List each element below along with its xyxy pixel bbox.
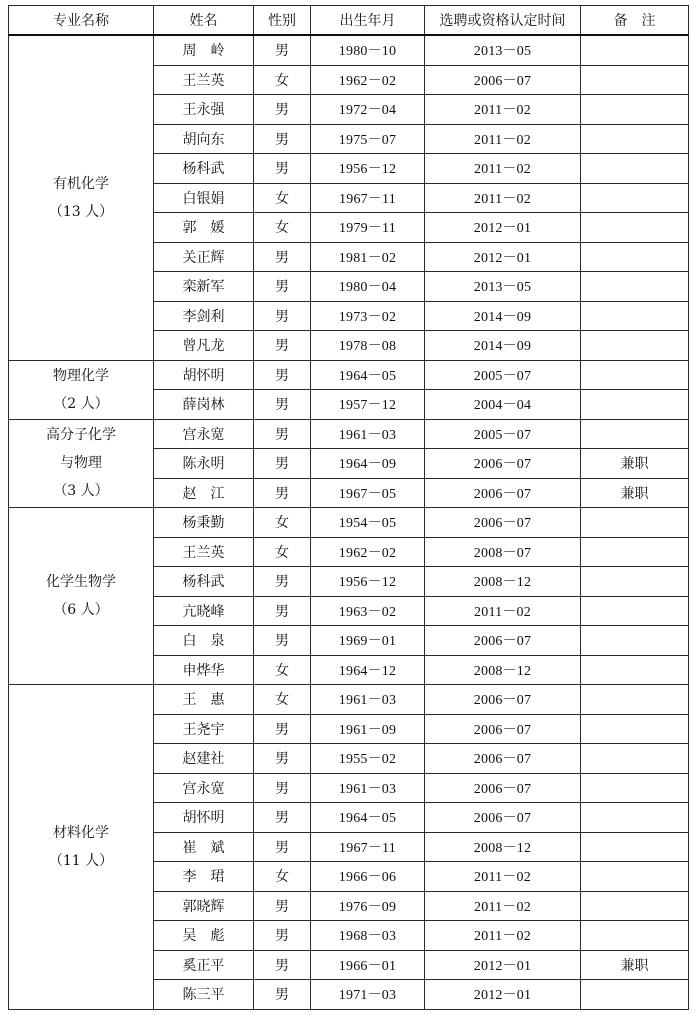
note-cell: 兼职 bbox=[581, 449, 689, 479]
birth-cell: 1966－01 bbox=[311, 950, 425, 980]
name-cell: 王兰英 bbox=[154, 537, 254, 567]
major-label-line: 与物理 bbox=[60, 455, 102, 472]
birth-cell: 1972－04 bbox=[311, 95, 425, 125]
gender-cell: 男 bbox=[254, 242, 311, 272]
gender-cell: 男 bbox=[254, 626, 311, 656]
birth-cell: 1961－03 bbox=[311, 685, 425, 715]
name-cell: 胡向东 bbox=[154, 124, 254, 154]
name-cell: 奚正平 bbox=[154, 950, 254, 980]
name-cell: 申烨华 bbox=[154, 655, 254, 685]
name-cell: 白银娟 bbox=[154, 183, 254, 213]
major-cell bbox=[9, 419, 154, 508]
gender-cell: 女 bbox=[254, 183, 311, 213]
appointed-cell: 2012－01 bbox=[425, 213, 581, 243]
gender-cell: 男 bbox=[254, 567, 311, 597]
birth-cell: 1973－02 bbox=[311, 301, 425, 331]
name-cell: 李 珺 bbox=[154, 862, 254, 892]
name-cell: 杨秉勤 bbox=[154, 508, 254, 538]
appointed-cell: 2011－02 bbox=[425, 154, 581, 184]
birth-cell: 1964－05 bbox=[311, 360, 425, 390]
birth-cell: 1969－01 bbox=[311, 626, 425, 656]
major-label-line: 化学生物学 bbox=[46, 574, 116, 590]
birth-cell: 1967－05 bbox=[311, 478, 425, 508]
name-cell: 吴 彪 bbox=[154, 921, 254, 951]
name-cell: 白 泉 bbox=[154, 626, 254, 656]
name-cell: 曾凡龙 bbox=[154, 331, 254, 361]
appointed-cell: 2011－02 bbox=[425, 891, 581, 921]
name-cell: 杨科武 bbox=[154, 154, 254, 184]
major-label-line: （2 人） bbox=[53, 395, 109, 412]
name-cell: 薛岗林 bbox=[154, 390, 254, 420]
appointed-cell: 2014－09 bbox=[425, 301, 581, 331]
gender-cell: 男 bbox=[254, 95, 311, 125]
table-row bbox=[9, 685, 689, 715]
major-label-line: （6 人） bbox=[53, 602, 109, 618]
appointed-cell: 2006－07 bbox=[425, 773, 581, 803]
header-gender: 性别 bbox=[254, 6, 311, 36]
name-cell: 郭 媛 bbox=[154, 213, 254, 243]
appointed-cell: 2008－12 bbox=[425, 567, 581, 597]
gender-cell: 男 bbox=[254, 419, 311, 449]
birth-cell: 1966－06 bbox=[311, 862, 425, 892]
appointed-cell: 2013－05 bbox=[425, 272, 581, 302]
birth-cell: 1979－11 bbox=[311, 213, 425, 243]
major-cell bbox=[9, 35, 154, 360]
name-cell: 王兰英 bbox=[154, 65, 254, 95]
gender-cell: 女 bbox=[254, 508, 311, 538]
note-cell bbox=[581, 567, 689, 597]
appointed-cell: 2013－05 bbox=[425, 35, 581, 65]
birth-cell: 1956－12 bbox=[311, 567, 425, 597]
birth-cell: 1961－03 bbox=[311, 419, 425, 449]
birth-cell: 1961－09 bbox=[311, 714, 425, 744]
note-cell bbox=[581, 537, 689, 567]
gender-cell: 男 bbox=[254, 714, 311, 744]
appointed-cell: 2006－07 bbox=[425, 685, 581, 715]
name-cell: 陈永明 bbox=[154, 449, 254, 479]
note-cell bbox=[581, 124, 689, 154]
faculty-table bbox=[8, 5, 689, 1010]
appointed-cell: 2006－07 bbox=[425, 714, 581, 744]
name-cell: 杨科武 bbox=[154, 567, 254, 597]
birth-cell: 1967－11 bbox=[311, 183, 425, 213]
appointed-cell: 2005－07 bbox=[425, 360, 581, 390]
gender-cell: 男 bbox=[254, 596, 311, 626]
gender-cell: 男 bbox=[254, 950, 311, 980]
birth-cell: 1961－03 bbox=[311, 773, 425, 803]
note-cell bbox=[581, 744, 689, 774]
header-major: 专业名称 bbox=[9, 6, 154, 36]
appointed-cell: 2011－02 bbox=[425, 921, 581, 951]
birth-cell: 1962－02 bbox=[311, 65, 425, 95]
gender-cell: 男 bbox=[254, 449, 311, 479]
major-label-line: 高分子化学 bbox=[46, 427, 116, 444]
name-cell: 李剑利 bbox=[154, 301, 254, 331]
gender-cell: 女 bbox=[254, 213, 311, 243]
note-cell: 兼职 bbox=[581, 950, 689, 980]
gender-cell: 男 bbox=[254, 331, 311, 361]
gender-cell: 男 bbox=[254, 35, 311, 65]
gender-cell: 女 bbox=[254, 65, 311, 95]
appointed-cell: 2004－04 bbox=[425, 390, 581, 420]
appointed-cell: 2006－07 bbox=[425, 65, 581, 95]
birth-cell: 1975－07 bbox=[311, 124, 425, 154]
note-cell bbox=[581, 183, 689, 213]
gender-cell: 男 bbox=[254, 124, 311, 154]
note-cell bbox=[581, 596, 689, 626]
header-birth: 出生年月 bbox=[311, 6, 425, 36]
header-note: 备 注 bbox=[581, 6, 689, 36]
table-row bbox=[9, 360, 689, 390]
birth-cell: 1978－08 bbox=[311, 331, 425, 361]
appointed-cell: 2012－01 bbox=[425, 242, 581, 272]
note-cell bbox=[581, 832, 689, 862]
gender-cell: 女 bbox=[254, 655, 311, 685]
birth-cell: 1957－12 bbox=[311, 390, 425, 420]
name-cell: 周 岭 bbox=[154, 35, 254, 65]
note-cell bbox=[581, 980, 689, 1010]
gender-cell: 男 bbox=[254, 478, 311, 508]
note-cell bbox=[581, 360, 689, 390]
gender-cell: 男 bbox=[254, 360, 311, 390]
gender-cell: 男 bbox=[254, 921, 311, 951]
note-cell bbox=[581, 921, 689, 951]
gender-cell: 男 bbox=[254, 832, 311, 862]
header-name: 姓名 bbox=[154, 6, 254, 36]
birth-cell: 1955－02 bbox=[311, 744, 425, 774]
major-label-line: （13 人） bbox=[48, 203, 114, 220]
birth-cell: 1962－02 bbox=[311, 537, 425, 567]
major-cell bbox=[9, 685, 154, 1010]
name-cell: 赵 江 bbox=[154, 478, 254, 508]
appointed-cell: 2011－02 bbox=[425, 183, 581, 213]
name-cell: 胡怀明 bbox=[154, 803, 254, 833]
appointed-cell: 2006－07 bbox=[425, 626, 581, 656]
note-cell bbox=[581, 891, 689, 921]
note-cell bbox=[581, 154, 689, 184]
appointed-cell: 2006－07 bbox=[425, 478, 581, 508]
name-cell: 赵建社 bbox=[154, 744, 254, 774]
note-cell bbox=[581, 242, 689, 272]
header-appointed: 选聘或资格认定时间 bbox=[425, 6, 581, 36]
name-cell: 王 惠 bbox=[154, 685, 254, 715]
gender-cell: 男 bbox=[254, 803, 311, 833]
table-row bbox=[9, 419, 689, 449]
note-cell bbox=[581, 331, 689, 361]
gender-cell: 男 bbox=[254, 301, 311, 331]
major-cell bbox=[9, 360, 154, 419]
note-cell bbox=[581, 773, 689, 803]
note-cell: 兼职 bbox=[581, 478, 689, 508]
table-row bbox=[9, 35, 689, 65]
birth-cell: 1963－02 bbox=[311, 596, 425, 626]
appointed-cell: 2012－01 bbox=[425, 980, 581, 1010]
name-cell: 栾新军 bbox=[154, 272, 254, 302]
birth-cell: 1971－03 bbox=[311, 980, 425, 1010]
gender-cell: 女 bbox=[254, 685, 311, 715]
birth-cell: 1976－09 bbox=[311, 891, 425, 921]
appointed-cell: 2011－02 bbox=[425, 95, 581, 125]
birth-cell: 1968－03 bbox=[311, 921, 425, 951]
note-cell bbox=[581, 626, 689, 656]
note-cell bbox=[581, 508, 689, 538]
appointed-cell: 2011－02 bbox=[425, 124, 581, 154]
name-cell: 亢晓峰 bbox=[154, 596, 254, 626]
gender-cell: 男 bbox=[254, 390, 311, 420]
gender-cell: 男 bbox=[254, 980, 311, 1010]
note-cell bbox=[581, 714, 689, 744]
birth-cell: 1981－02 bbox=[311, 242, 425, 272]
appointed-cell: 2008－12 bbox=[425, 655, 581, 685]
note-cell bbox=[581, 35, 689, 65]
appointed-cell: 2006－07 bbox=[425, 449, 581, 479]
table-body bbox=[9, 35, 689, 1009]
name-cell: 宫永宽 bbox=[154, 419, 254, 449]
note-cell bbox=[581, 390, 689, 420]
birth-cell: 1964－12 bbox=[311, 655, 425, 685]
note-cell bbox=[581, 655, 689, 685]
gender-cell: 男 bbox=[254, 744, 311, 774]
major-label-line: 有机化学 bbox=[53, 175, 109, 192]
gender-cell: 男 bbox=[254, 272, 311, 302]
appointed-cell: 2006－07 bbox=[425, 508, 581, 538]
major-label-line: 物理化学 bbox=[53, 367, 109, 384]
note-cell bbox=[581, 65, 689, 95]
appointed-cell: 2006－07 bbox=[425, 744, 581, 774]
birth-cell: 1980－10 bbox=[311, 35, 425, 65]
appointed-cell: 2012－01 bbox=[425, 950, 581, 980]
table-row bbox=[9, 508, 689, 538]
appointed-cell: 2008－07 bbox=[425, 537, 581, 567]
name-cell: 王永强 bbox=[154, 95, 254, 125]
note-cell bbox=[581, 803, 689, 833]
appointed-cell: 2005－07 bbox=[425, 419, 581, 449]
birth-cell: 1980－04 bbox=[311, 272, 425, 302]
major-label-line: 材料化学 bbox=[53, 824, 109, 841]
name-cell: 关正辉 bbox=[154, 242, 254, 272]
table-header bbox=[9, 6, 689, 36]
header-row bbox=[9, 6, 689, 36]
gender-cell: 女 bbox=[254, 862, 311, 892]
birth-cell: 1954－05 bbox=[311, 508, 425, 538]
note-cell bbox=[581, 862, 689, 892]
major-label-line: （3 人） bbox=[53, 483, 109, 500]
appointed-cell: 2011－02 bbox=[425, 596, 581, 626]
birth-cell: 1956－12 bbox=[311, 154, 425, 184]
appointed-cell: 2006－07 bbox=[425, 803, 581, 833]
name-cell: 郭晓辉 bbox=[154, 891, 254, 921]
note-cell bbox=[581, 685, 689, 715]
name-cell: 胡怀明 bbox=[154, 360, 254, 390]
name-cell: 王尧宇 bbox=[154, 714, 254, 744]
birth-cell: 1964－05 bbox=[311, 803, 425, 833]
major-label-line: （11 人） bbox=[48, 852, 114, 869]
name-cell: 陈三平 bbox=[154, 980, 254, 1010]
note-cell bbox=[581, 419, 689, 449]
name-cell: 宫永宽 bbox=[154, 773, 254, 803]
gender-cell: 女 bbox=[254, 537, 311, 567]
note-cell bbox=[581, 301, 689, 331]
note-cell bbox=[581, 213, 689, 243]
appointed-cell: 2014－09 bbox=[425, 331, 581, 361]
gender-cell: 男 bbox=[254, 773, 311, 803]
note-cell bbox=[581, 272, 689, 302]
name-cell: 崔 斌 bbox=[154, 832, 254, 862]
note-cell bbox=[581, 95, 689, 125]
birth-cell: 1964－09 bbox=[311, 449, 425, 479]
appointed-cell: 2011－02 bbox=[425, 862, 581, 892]
birth-cell: 1967－11 bbox=[311, 832, 425, 862]
gender-cell: 男 bbox=[254, 891, 311, 921]
gender-cell: 男 bbox=[254, 154, 311, 184]
major-cell bbox=[9, 508, 154, 685]
appointed-cell: 2008－12 bbox=[425, 832, 581, 862]
